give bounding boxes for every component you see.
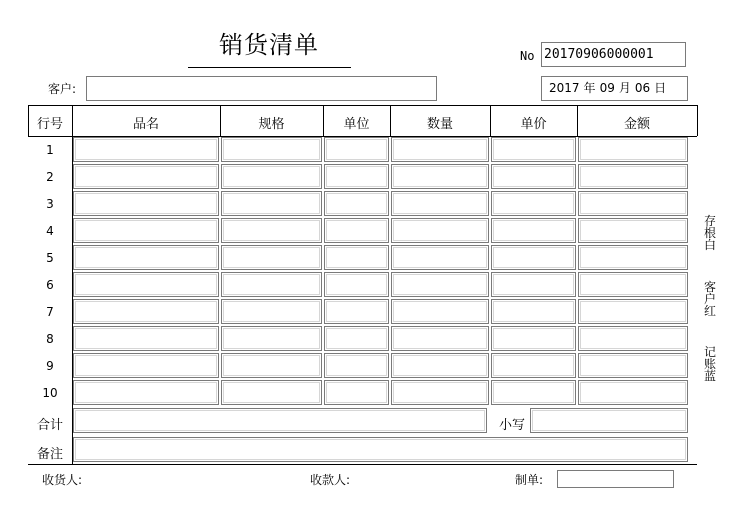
table-cell[interactable] xyxy=(491,380,576,405)
table-cell[interactable] xyxy=(391,353,489,378)
column-header: 单价 xyxy=(520,117,547,132)
row-number: 8 xyxy=(46,332,54,346)
form-title: 销货清单 xyxy=(219,31,319,59)
table-cell[interactable] xyxy=(391,272,489,297)
column-header: 行号 xyxy=(36,117,63,132)
row-number: 7 xyxy=(46,305,54,319)
table-cell[interactable] xyxy=(578,272,688,297)
customer-label: 客户: xyxy=(48,82,77,96)
row-number: 10 xyxy=(42,386,58,400)
remark-field[interactable] xyxy=(73,437,688,462)
table-cell[interactable] xyxy=(73,272,219,297)
table-cell[interactable] xyxy=(391,326,489,351)
total-label: 合计 xyxy=(36,418,63,433)
customer-field[interactable] xyxy=(86,76,437,101)
table-cell[interactable] xyxy=(73,380,219,405)
date-field[interactable] xyxy=(541,76,688,101)
small-amount-field[interactable] xyxy=(530,408,688,433)
table-cell[interactable] xyxy=(73,245,219,270)
row-number: 6 xyxy=(46,278,54,292)
side-note-customer: 客户红 xyxy=(703,280,716,318)
date-month-unit: 月 xyxy=(618,81,631,95)
table-cell[interactable] xyxy=(391,164,489,189)
receiver-label: 收货人: xyxy=(42,473,83,487)
row-number: 3 xyxy=(46,197,54,211)
row-number: 4 xyxy=(46,224,54,238)
table-cell[interactable] xyxy=(491,137,576,162)
table-cell[interactable] xyxy=(491,326,576,351)
table-cell[interactable] xyxy=(578,164,688,189)
table-cell[interactable] xyxy=(324,326,389,351)
table-cell[interactable] xyxy=(491,191,576,216)
header-divider xyxy=(697,105,698,136)
maker-field[interactable] xyxy=(557,470,674,488)
maker-label: 制单: xyxy=(515,473,544,487)
row-number: 1 xyxy=(46,143,54,157)
table-cell[interactable] xyxy=(221,272,322,297)
table-cell[interactable] xyxy=(324,380,389,405)
table-cell[interactable] xyxy=(391,191,489,216)
table-cell[interactable] xyxy=(578,191,688,216)
table-cell[interactable] xyxy=(73,353,219,378)
table-cell[interactable] xyxy=(578,353,688,378)
table-cell[interactable] xyxy=(391,245,489,270)
table-cell[interactable] xyxy=(491,218,576,243)
table-cell[interactable] xyxy=(578,380,688,405)
table-cell[interactable] xyxy=(578,218,688,243)
table-cell[interactable] xyxy=(491,245,576,270)
serial-number-field[interactable]: 20170906000001 xyxy=(541,42,686,67)
side-note-stub: 存根白 xyxy=(703,214,716,252)
table-cell[interactable] xyxy=(578,299,688,324)
table-cell[interactable] xyxy=(324,191,389,216)
table-cell[interactable] xyxy=(324,164,389,189)
table-cell[interactable] xyxy=(324,299,389,324)
table-cell[interactable] xyxy=(73,299,219,324)
table-cell[interactable] xyxy=(221,380,322,405)
side-note-accounting: 记账蓝 xyxy=(703,345,716,383)
column-header: 品名 xyxy=(132,117,159,132)
column-header: 金额 xyxy=(623,117,650,132)
column-header: 单位 xyxy=(343,117,370,132)
date-day: 06 xyxy=(634,81,651,95)
payee-label: 收款人: xyxy=(310,473,351,487)
table-cell[interactable] xyxy=(73,191,219,216)
table-cell[interactable] xyxy=(491,299,576,324)
column-header: 数量 xyxy=(426,117,453,132)
column-header: 规格 xyxy=(258,117,285,132)
table-cell[interactable] xyxy=(324,272,389,297)
total-amount-field[interactable] xyxy=(73,408,487,433)
table-cell[interactable] xyxy=(391,299,489,324)
table-cell[interactable] xyxy=(324,218,389,243)
row-number: 2 xyxy=(46,170,54,184)
date-year: 2017 xyxy=(549,81,580,95)
table-cell[interactable] xyxy=(491,353,576,378)
table-cell[interactable] xyxy=(221,164,322,189)
title-underline xyxy=(188,67,351,68)
table-cell[interactable] xyxy=(221,353,322,378)
table-cell[interactable] xyxy=(391,380,489,405)
table-bottom-border xyxy=(28,464,697,465)
table-cell[interactable] xyxy=(491,272,576,297)
table-cell[interactable] xyxy=(324,137,389,162)
remark-label: 备注 xyxy=(36,447,63,462)
table-cell[interactable] xyxy=(324,245,389,270)
table-cell[interactable] xyxy=(221,326,322,351)
serial-number-label: No xyxy=(520,49,535,63)
table-cell[interactable] xyxy=(221,191,322,216)
small-amount-label: 小写 xyxy=(498,418,525,433)
table-cell[interactable] xyxy=(578,245,688,270)
table-cell[interactable] xyxy=(73,326,219,351)
table-cell[interactable] xyxy=(391,137,489,162)
table-cell[interactable] xyxy=(491,164,576,189)
date-day-unit: 日 xyxy=(654,81,667,95)
date-year-unit: 年 xyxy=(583,81,596,95)
table-cell[interactable] xyxy=(221,245,322,270)
table-cell[interactable] xyxy=(221,218,322,243)
table-cell[interactable] xyxy=(73,137,219,162)
table-cell[interactable] xyxy=(221,299,322,324)
table-cell[interactable] xyxy=(578,137,688,162)
row-number: 9 xyxy=(46,359,54,373)
table-top-border xyxy=(28,105,697,106)
table-cell[interactable] xyxy=(73,218,219,243)
table-cell[interactable] xyxy=(578,326,688,351)
table-cell[interactable] xyxy=(391,218,489,243)
table-cell[interactable] xyxy=(221,137,322,162)
table-cell[interactable] xyxy=(324,353,389,378)
date-month: 09 xyxy=(599,81,615,95)
table-cell[interactable] xyxy=(73,164,219,189)
row-number: 5 xyxy=(46,251,54,265)
